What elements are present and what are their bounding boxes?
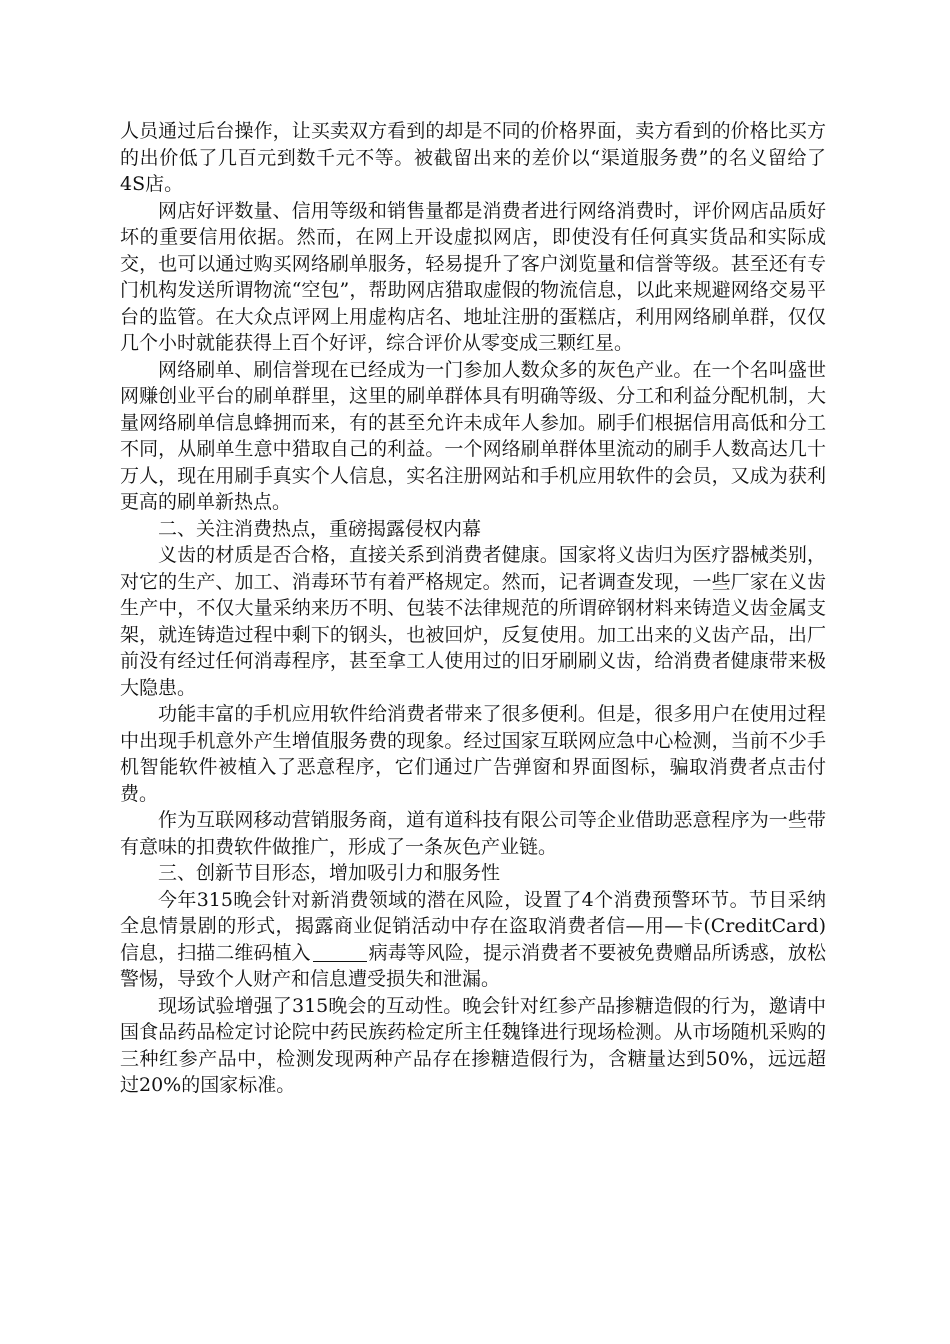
paragraph: 现场试验增强了315晚会的互动性。晚会针对红参产品掺糖造假的行为，邀请中国食品药品检定讨论院中药民族药检定所主任魏锋进行现场检测。从市场随机采购的三种红参产品中，检测发现两种产品存在掺糖造假行为，含糖量达到50%，远远超过20%的国家标准。: [120, 994, 826, 1096]
paragraph: 网络刷单、刷信誉现在已经成为一门参加人数众多的灰色产业。在一个名叫盛世网赚创业平台的刷单群里，这里的刷单群体具有明确等级、分工和利益分配机制，大量网络刷单信息蜂拥而来，有的甚至允许未成年人参加。刷手们根据信用高低和分工不同，从刷单生意中猎取自己的利益。一个网络刷单群体里流动的刷手人数高达几十万人，现在用刷手真实个人信息，实名注册网站和手机应用软件的会员，又成为获利更高的刷单新热点。: [120, 358, 826, 513]
section-heading: 二、关注消费热点，重磅揭露侵权内幕: [158, 517, 482, 540]
paragraph: 人员通过后台操作，让买卖双方看到的却是不同的价格界面，卖方看到的价格比买方的出价低了几百元到数千元不等。被截留出来的差价以“渠道服务费”的名义留给了4S店。: [120, 120, 826, 195]
document-body: [120, 118, 826, 1099]
fill-in-blank: [313, 943, 367, 962]
paragraph: 作为互联网移动营销服务商，道有道科技有限公司等企业借助恶意程序为一些带有意味的扣费软件做推广，形成了一条灰色产业链。: [120, 809, 826, 858]
paragraph-with-blank: [120, 887, 826, 993]
paragraph-text: 今年315晚会针对新消费领域的潜在风险，设置了4个消费预警环节。节目采纳全息情景剧的形式，揭露商业促销活动中存在盗取消费者信—用—卡(CreditCard)信息，扫描二维码植入: [120, 888, 826, 964]
section-heading: 三、创新节目形态，增加吸引力和服务性: [158, 862, 501, 884]
paragraph-text: 病毒等风险，提示消费者不要被免费赠品所诱惑，放松警惕，导致个人财产和信息遭受损失和泄漏。: [120, 941, 826, 990]
paragraph: 网店好评数量、信用等级和销售量都是消费者进行网络消费时，评价网店品质好坏的重要信用依据。然而，在网上开设虚拟网店，即使没有任何真实货品和实际成交，也可以通过购买网络刷单服务，轻易提升了客户浏览量和信誉等级。甚至还有专门机构发送所谓物流“空包”，帮助网店猎取虚假的物流信息，以此来规避网络交易平台的监管。在大众点评网上用虚构店名、地址注册的蛋糕店，利用网络刷单群，仅仅几个小时就能获得上百个好评，综合评价从零变成三颗红星。: [120, 199, 826, 354]
paragraph: 功能丰富的手机应用软件给消费者带来了很多便利。但是，很多用户在使用过程中出现手机意外产生增值服务费的现象。经过国家互联网应急中心检测，当前不少手机智能软件被植入了恶意程序，它们通过广告弹窗和界面图标，骗取消费者点击付费。: [120, 703, 826, 805]
paragraph: 义齿的材质是否合格，直接关系到消费者健康。国家将义齿归为医疗器械类别，对它的生产、加工、消毒环节有着严格规定。然而，记者调查发现，一些厂家在义齿生产中，不仅大量采纳来历不明、包装不法律规范的所谓碎钢材料来铸造义齿金属支架，就连铸造过程中剩下的钢头，也被回炉，反复使用。加工出来的义齿产品，出厂前没有经过任何消毒程序，甚至拿工人使用过的旧牙刷刷义齿，给消费者健康带来极大隐患。: [120, 544, 826, 699]
